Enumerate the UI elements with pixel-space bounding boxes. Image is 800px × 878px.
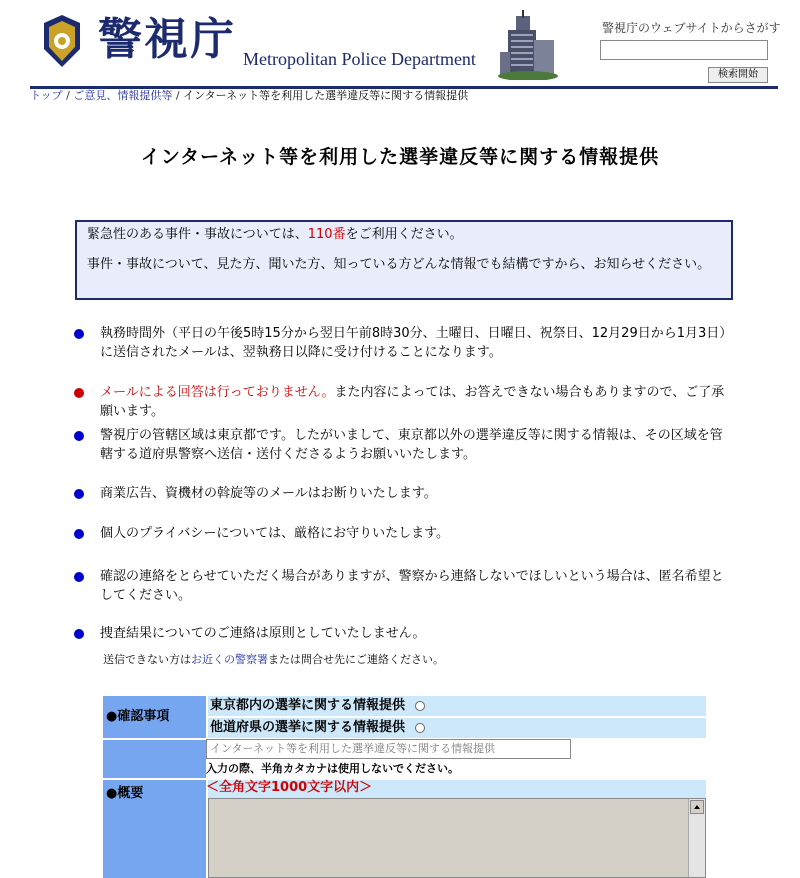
list-item-text: 警視庁の管轄区域は東京都です。したがいまして、東京都以外の選挙違反等に関する情報は、その区域を管轄する道府県警察へ送信・送付くださるようお願いいたします。 (100, 428, 723, 462)
bullet-dot-icon (74, 388, 84, 398)
breadcrumb-current: インターネット等を利用した選挙違反等に関する情報提供 (183, 89, 469, 102)
list-item-red-text: メールによる回答は行っておりません。 (100, 385, 335, 400)
textarea-scrollbar[interactable] (688, 799, 705, 877)
site-logo-subtitle[interactable]: Metropolitan Police Department (243, 49, 476, 69)
kana-note: 入力の際、半角カタカナは使用しないでください。 (206, 762, 459, 775)
list-item (74, 624, 734, 643)
list-item (74, 426, 734, 464)
list-item-text: 個人のプライバシーについては、厳格にお守りいたします。 (100, 526, 450, 541)
bullet-dot-icon (74, 489, 84, 499)
breadcrumb-separator: / (62, 89, 74, 102)
nearby-police-station-link[interactable]: お近くの警察署 (191, 653, 268, 666)
breadcrumb (30, 89, 468, 103)
notice-line-information: 事件・事故について、見た方、聞いた方、知っている方どんな情報でも結構ですから、お知らせください。 (87, 257, 711, 272)
bullet-dot-icon (74, 629, 84, 639)
site-header (0, 0, 800, 90)
list-item-text: また内容によっては、お答えできない場合もありますので、ご了承願います。 (100, 385, 725, 419)
notice-110-highlight: 110番 (307, 227, 346, 242)
summary-textarea[interactable] (208, 798, 706, 878)
bullet-dot-icon (74, 431, 84, 441)
list-item (74, 383, 734, 421)
breadcrumb-home-link[interactable]: トップ (30, 89, 63, 102)
contact-note-text: 送信できない方は (103, 653, 191, 666)
list-item (74, 484, 734, 503)
site-logo-text[interactable]: 警視庁 (98, 14, 236, 65)
bullet-dot-icon (74, 529, 84, 539)
subject-input[interactable]: インターネット等を利用した選挙違反等に関する情報提供 (206, 739, 571, 759)
contact-note-text: または問合せ先にご連絡ください。 (268, 653, 444, 666)
list-item (74, 567, 734, 605)
headquarters-building-icon (498, 8, 558, 80)
radio-option-tokyo-label[interactable]: 東京都内の選挙に関する情報提供 (210, 698, 406, 713)
list-item (74, 524, 734, 543)
list-item-text: 商業広告、資機材の斡旋等のメールはお断りいたします。 (100, 486, 437, 501)
list-item-text: 確認の連絡をとらせていただく場合がありますが、警察から連絡しないでほしいという場合は、匿名希望としてください。 (100, 569, 724, 603)
character-limit-note: ＜全角文字1000文字以内＞ (206, 780, 373, 795)
police-emblem-icon[interactable] (40, 13, 84, 69)
site-search-button[interactable]: 検索開始 (708, 67, 768, 83)
summary-label: ●概要 (103, 780, 206, 878)
confirm-items-label: ●確認事項 (103, 696, 206, 738)
site-search-input[interactable] (600, 40, 768, 60)
breadcrumb-separator: / (172, 89, 184, 102)
page-title: インターネット等を利用した選挙違反等に関する情報提供 (140, 146, 660, 168)
notice-text: をご利用ください。 (345, 227, 463, 242)
radio-option-other-label[interactable]: 他道府県の選挙に関する情報提供 (210, 720, 406, 735)
emergency-notice-box (75, 220, 733, 300)
list-item-text: 捜査結果についてのご連絡は原則としていたしません。 (100, 626, 426, 641)
notice-line-emergency (87, 225, 721, 244)
bullet-dot-icon (74, 329, 84, 339)
list-item (74, 324, 734, 362)
notice-text: 緊急性のある事件・事故については、 (87, 227, 308, 242)
site-search-label: 警視庁のウェブサイトからさがす (602, 21, 781, 35)
list-item-text: 執務時間外（平日の午後5時15分から翌日午前8時30分、土曜日、日曜日、祝祭日、12月29日から1月3日）に送信されたメールは、翌執務日以降に受け付けることになります。 (100, 326, 733, 360)
breadcrumb-section-link[interactable]: ご意見、情報提供等 (73, 89, 173, 102)
bullet-dot-icon (74, 572, 84, 582)
scroll-up-icon[interactable] (690, 800, 704, 814)
contact-note (103, 652, 444, 667)
form-overlay (103, 696, 706, 878)
